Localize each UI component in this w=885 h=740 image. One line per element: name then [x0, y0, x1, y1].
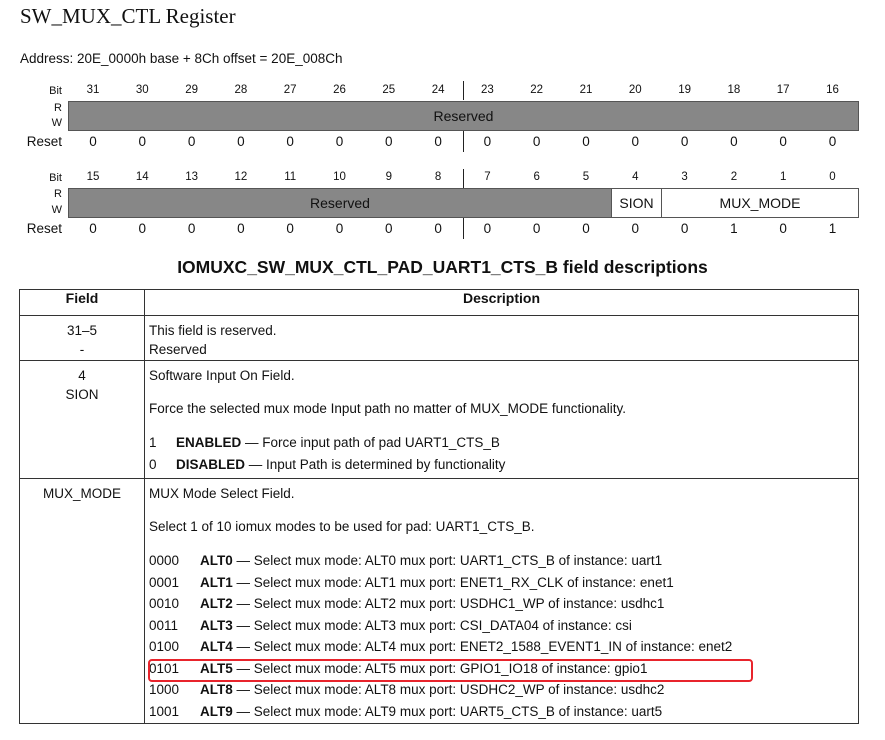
sion-field: SION: [611, 188, 662, 218]
table-row: [20, 479, 859, 724]
reset-value: 0: [89, 134, 97, 149]
byte-separator: [463, 218, 464, 239]
description-cell: [145, 316, 859, 361]
option-text: — Select mux mode: ALT4 mux port: ENET2_1588_EVENT1_IN of instance: enet2: [232, 639, 733, 654]
reset-value: 0: [138, 221, 147, 236]
mux-mode-field: MUX_MODE: [661, 188, 859, 218]
reserved-field: Reserved: [68, 188, 612, 218]
register-title: SW_MUX_CTL Register: [20, 4, 236, 28]
bit-number: 10: [333, 171, 346, 183]
bit-number: 21: [579, 84, 593, 96]
bit-number: 29: [185, 84, 198, 96]
r-label: R: [54, 188, 62, 200]
reset-value: 0: [89, 221, 97, 236]
reset-value: 0: [631, 221, 640, 236]
reset-value: 0: [385, 134, 393, 149]
option-item: [149, 636, 858, 658]
description-line: Reserved: [149, 342, 207, 357]
bit-number: 17: [776, 84, 790, 96]
reset-value: 0: [483, 134, 492, 149]
reset-value: 0: [138, 134, 147, 149]
description-line: MUX Mode Select Field.: [149, 486, 295, 501]
description-line: Select 1 of 10 iomux modes to be used for pad: UART1_CTS_B.: [149, 519, 535, 534]
reset-value: 0: [680, 134, 689, 149]
option-item: [149, 454, 858, 476]
option-name: ALT3: [200, 617, 233, 633]
description-cell: [145, 479, 859, 724]
option-code: 1: [149, 435, 157, 450]
reset-value: 0: [335, 221, 344, 236]
option-item: [149, 701, 858, 723]
option-text: — Select mux mode: ALT5 mux port: GPIO1_IO18 of instance: gpio1: [232, 660, 648, 676]
reset-value: 0: [187, 221, 196, 236]
reserved-field: Reserved: [68, 101, 859, 131]
option-name: ALT8: [200, 682, 233, 697]
reset-value: 0: [828, 134, 837, 149]
field-header: Field: [20, 290, 145, 316]
option-text: — Select mux mode: ALT3 mux port: CSI_DATA04 of instance: csi: [232, 617, 632, 633]
w-label: W: [51, 204, 62, 216]
reset-value: 0: [335, 134, 344, 149]
option-code: 0011: [149, 617, 179, 633]
option-item: [149, 432, 858, 454]
reset-value: 0: [680, 221, 689, 236]
option-name: ALT4: [200, 639, 233, 654]
bit-number: 20: [628, 84, 642, 96]
table-title: IOMUXC_SW_MUX_CTL_PAD_UART1_CTS_B field descriptions: [177, 257, 708, 277]
bit-number: 1: [779, 171, 787, 183]
bit-number: 25: [382, 84, 396, 96]
option-code: 0001: [149, 574, 180, 590]
option-item: [149, 615, 858, 637]
bit-number: 13: [185, 171, 198, 183]
reset-value: 0: [582, 134, 590, 149]
table-row: [20, 361, 859, 479]
byte-separator: [463, 169, 464, 188]
option-name: ALT1: [200, 574, 233, 590]
reset-value: 0: [286, 221, 294, 236]
bit-number: 27: [283, 84, 297, 96]
reset-value: 0: [779, 221, 787, 236]
bit-number: 16: [826, 84, 839, 96]
bit-number: 24: [431, 84, 445, 96]
bit-number: 5: [582, 171, 590, 183]
bit-number: 2: [730, 171, 738, 183]
reset-value: 0: [434, 134, 442, 149]
option-list: [149, 550, 858, 722]
option-name: DISABLED: [176, 456, 246, 472]
bit-label: Bit: [49, 85, 62, 97]
description-line: Force the selected mux mode Input path no matter of MUX_MODE functionality.: [149, 401, 626, 416]
field-bits: 31–5: [66, 323, 98, 338]
bit-number: 26: [333, 84, 346, 96]
byte-separator: [463, 131, 464, 152]
field-bits: 4: [78, 368, 86, 383]
bit-number: 6: [533, 171, 540, 183]
option-item: [149, 572, 858, 594]
r-label: R: [54, 102, 62, 114]
reset-value: 0: [532, 134, 541, 149]
option-text: — Select mux mode: ALT8 mux port: USDHC2_WP of instance: usdhc2: [232, 682, 665, 697]
bit-number: 4: [632, 171, 639, 183]
field-cell: [20, 316, 145, 361]
field-cell: [20, 361, 145, 479]
bit-number: 23: [480, 84, 494, 96]
option-text: — Select mux mode: ALT2 mux port: USDHC1_WP of instance: usdhc1: [232, 596, 665, 611]
option-name: ALT2: [200, 596, 233, 611]
option-code: 1001: [149, 703, 180, 719]
reset-value: 0: [385, 221, 393, 236]
reset-value: 0: [730, 134, 738, 149]
option-list: [149, 432, 858, 475]
option-name: ALT5: [200, 660, 233, 676]
option-code: 0100: [149, 639, 180, 654]
option-name: ALT9: [200, 703, 233, 719]
option-text: — Select mux mode: ALT1 mux port: ENET1_RX_CLK of instance: enet1: [232, 574, 674, 590]
option-text: — Select mux mode: ALT0 mux port: UART1_CTS_B of instance: uart1: [232, 553, 663, 568]
description-line: This field is reserved.: [149, 323, 277, 338]
bit-number: 12: [234, 171, 248, 183]
reset-label: Reset: [26, 221, 62, 236]
reset-value: 0: [779, 134, 787, 149]
option-code: 0010: [149, 596, 180, 611]
bit-number: 8: [434, 171, 442, 183]
reset-value: 1: [828, 221, 837, 236]
reset-value: 0: [532, 221, 541, 236]
field-name: -: [79, 342, 85, 357]
bit-number: 15: [86, 171, 100, 183]
option-code: 0000: [149, 553, 180, 568]
field-name: SION: [65, 387, 99, 402]
reset-value: 0: [582, 221, 590, 236]
description-line: Software Input On Field.: [149, 368, 295, 383]
reset-value: 0: [187, 134, 196, 149]
w-label: W: [51, 117, 62, 129]
reset-value: 0: [237, 134, 245, 149]
option-code: 0101: [149, 660, 180, 676]
bit-number: 22: [530, 84, 544, 96]
bit-number: 31: [86, 84, 100, 96]
option-item: [149, 550, 858, 572]
reset-value: 0: [434, 221, 442, 236]
bit-number: 7: [484, 171, 491, 183]
reset-value: 1: [730, 221, 738, 236]
bit-number: 3: [681, 171, 688, 183]
bit-number: 28: [234, 84, 248, 96]
bit-number: 11: [284, 171, 297, 183]
bit-number: 14: [135, 171, 149, 183]
option-item: [149, 679, 858, 701]
reset-value: 0: [286, 134, 294, 149]
option-name: ENABLED: [176, 435, 242, 450]
option-code: 0: [149, 456, 157, 472]
highlight-box: [148, 659, 753, 682]
reset-value: 0: [483, 221, 492, 236]
option-code: 1000: [149, 682, 180, 697]
bit-number: 19: [678, 84, 691, 96]
table-header-row: [20, 290, 859, 316]
reset-label: Reset: [26, 134, 62, 149]
reset-value: 0: [237, 221, 245, 236]
reset-value: 0: [631, 134, 640, 149]
bit-number: 30: [135, 84, 149, 96]
option-item: [149, 593, 858, 615]
description-header: Description: [145, 290, 859, 316]
bit-label: Bit: [49, 172, 62, 184]
byte-separator: [463, 81, 464, 100]
register-address: Address: 20E_0000h base + 8Ch offset = 20E_008Ch: [20, 51, 343, 66]
option-name: ALT0: [200, 553, 233, 568]
description-cell: [145, 361, 859, 479]
field-name: MUX_MODE: [42, 486, 121, 501]
option-text: — Input Path is determined by functionality: [245, 456, 506, 472]
bit-number: 18: [727, 84, 741, 96]
bit-number: 9: [385, 171, 392, 183]
bit-number: 0: [829, 171, 836, 183]
option-text: — Force input path of pad UART1_CTS_B: [241, 435, 500, 450]
table-row: [20, 316, 859, 361]
field-cell: [20, 479, 145, 724]
option-text: — Select mux mode: ALT9 mux port: UART5_CTS_B of instance: uart5: [232, 703, 663, 719]
